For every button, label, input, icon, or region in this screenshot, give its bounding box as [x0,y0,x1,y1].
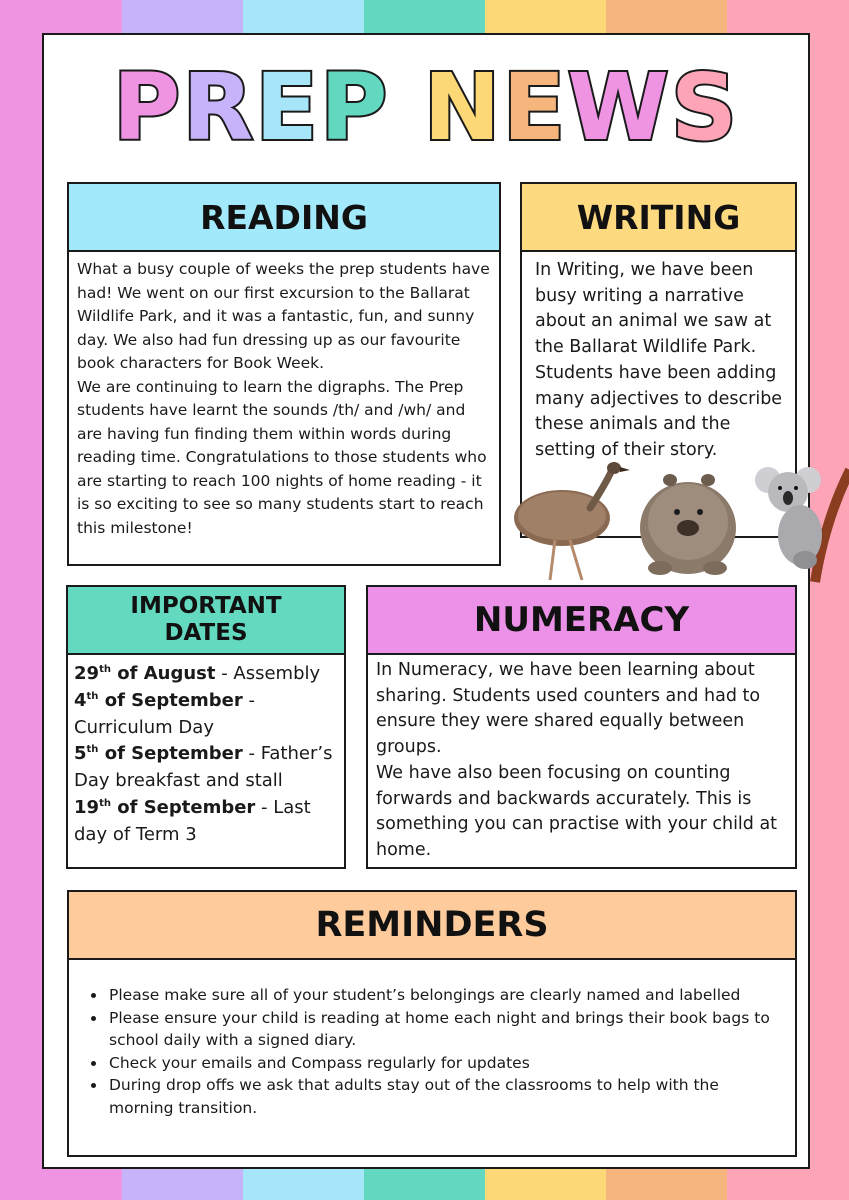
newsletter-page [42,33,810,1169]
writing-body: In Writing, we have been busy writing a narrative about an animal we saw at the Ballarat Wildlife Park. Students have been adding many adjectives to describe these animals and the setting of their story. [535,260,783,460]
reminders-body [69,958,795,1155]
numeracy-paragraph-2: We have also been focusing on counting forwards and backwards accurately. This is something you can practise with your child at home. [376,762,778,860]
title-letter: S [670,54,740,161]
title-space [389,54,423,161]
important-dates-heading [68,587,344,655]
date-item: 4th of September - Curriculum Day [74,689,255,738]
wombat-illustration [640,474,736,575]
title-letter: E [255,54,321,161]
title-letter: P [112,54,183,161]
reminder-item: • Please ensure your child is reading at home each night and brings their book bags to school daily with a signed diary. [107,1007,785,1052]
numeracy-section [366,585,797,869]
reminders-heading: REMINDERS [69,892,795,960]
newsletter-title [44,53,808,163]
numeracy-paragraph-1: In Numeracy, we have been learning about sharing. Students used counters and had to ensure they were shared equally between groups. [376,660,761,758]
date-item: 29th of August - Assembly [74,663,321,684]
title-letter: R [182,54,256,161]
reminder-item: • Check your emails and Compass regularly for updates [107,1052,785,1075]
reading-heading: READING [69,184,499,252]
reminders-section [67,890,797,1157]
animal-illustrations [510,460,849,585]
reading-paragraph-2: We are continuing to learn the digraphs. The Prep students have learnt the sounds /th/ and /wh/ and are having fun finding them within words during reading time. Congratulations to those students who are starting to reach 100 nights of home reading - it is so exciting to see so many students start to reach this milestone! [77,377,487,537]
important-dates-heading-line2: DATES [164,620,248,646]
koala-illustration [755,467,849,582]
important-dates-list [68,653,344,867]
important-dates-section [66,585,346,869]
writing-heading: WRITING [522,184,795,252]
numeracy-body [368,653,795,867]
reminders-list [69,984,795,1119]
title-letter: E [502,54,568,161]
numeracy-heading: NUMERACY [368,587,795,655]
reminder-item: • Please make sure all of your student’s belongings are clearly named and labelled [107,984,785,1007]
date-item: 19th of September - Last day of Term 3 [74,796,311,845]
title-letter: P [320,54,390,161]
reminder-item: • During drop offs we ask that adults stay out of the classrooms to help with the morning transition. [107,1074,785,1119]
date-item: 5th of September - Father’s Day breakfast and stall [74,743,333,792]
title-letter: W [567,54,671,161]
emu-illustration [514,462,630,580]
important-dates-heading-line1: IMPORTANT [130,593,282,619]
title-letter: N [423,54,503,161]
reading-section [67,182,501,566]
reading-body [69,250,499,564]
reading-paragraph-1: What a busy couple of weeks the prep students have had! We went on our first excursion to the Ballarat Wildlife Park, and it was a fantastic, fun, and sunny day. We also had fun dressing up as our favourite book characters for Book Week. [77,260,490,372]
